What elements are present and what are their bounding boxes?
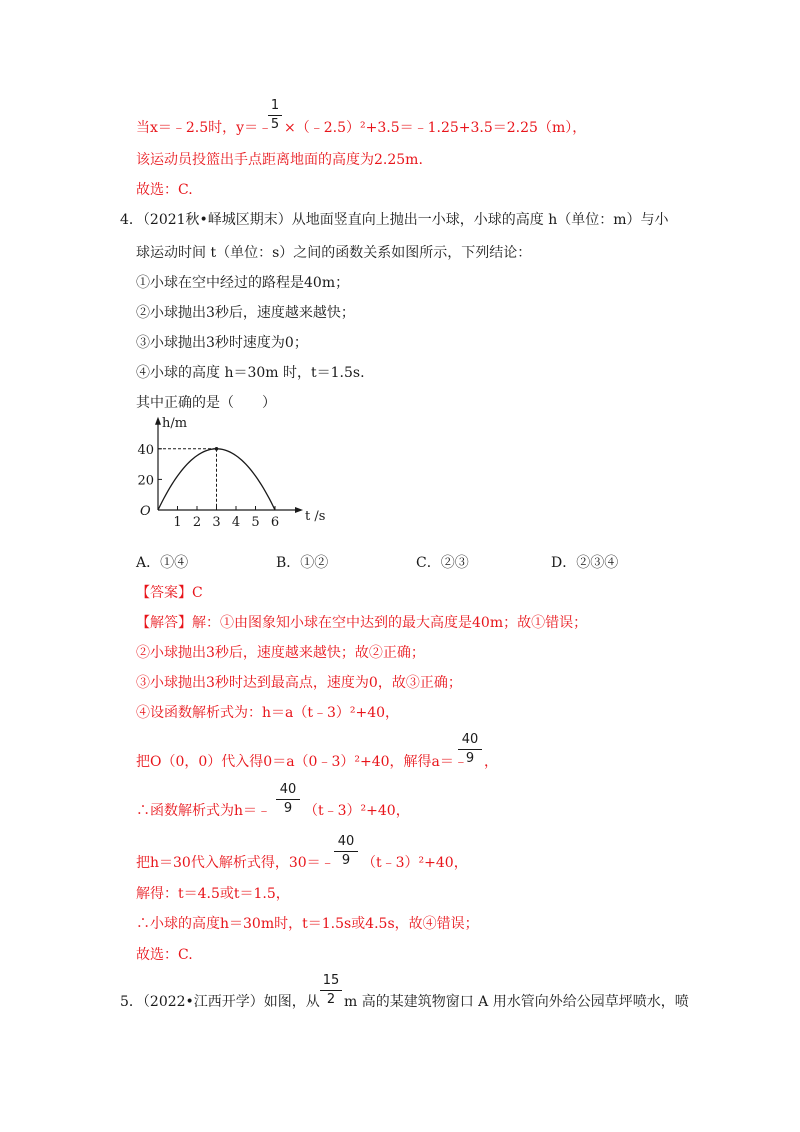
analysis-line-5-post: ， xyxy=(484,754,498,770)
x-tick-label: 1 xyxy=(173,515,182,530)
analysis-line-10: 故选：C. xyxy=(136,947,193,963)
q5-stem-pre: 5．（2022•江西开学）如图，从 xyxy=(120,994,320,1010)
q4-prompt: 其中正确的是（ ） xyxy=(136,395,276,411)
q4-stem-line-2: 球运动时间 t（单位：s）之间的函数关系如图所示，下列结论： xyxy=(136,245,532,261)
answer-line: 【答案】C xyxy=(136,585,203,601)
vertex-point xyxy=(215,447,219,451)
x-tick-label: 5 xyxy=(251,515,260,530)
fraction-40-9-b xyxy=(276,782,300,817)
fraction-bar xyxy=(334,851,358,852)
analysis-line-6-post: （t﹣3）²+40， xyxy=(304,803,410,819)
analysis-line-2: ②小球抛出3秒后，速度越来越快；故②正确； xyxy=(136,645,425,661)
option-a: A．①④ xyxy=(136,555,189,571)
fraction-denominator: 9 xyxy=(341,853,351,868)
fraction-40-9-c xyxy=(334,834,358,869)
fraction-denominator: 5 xyxy=(270,117,280,132)
y-axis-arrow xyxy=(155,417,161,425)
vertex-guide-lines xyxy=(158,447,218,510)
fraction-15-2 xyxy=(320,973,342,1008)
fraction-denominator: 9 xyxy=(465,751,475,766)
fraction-denominator: 2 xyxy=(326,992,336,1007)
analysis-line-8: 解得：t＝4.5或t＝1.5， xyxy=(136,886,290,902)
fraction-bar xyxy=(458,749,482,750)
y-tick-label: 40 xyxy=(137,442,154,458)
y-tick-label: 20 xyxy=(137,473,154,489)
solution-line-2: 该运动员投篮出手点距离地面的高度为2.25m. xyxy=(136,152,423,168)
analysis-line-7-post: （t﹣3）²+40， xyxy=(362,855,468,871)
x-tick-label: 4 xyxy=(231,515,241,530)
solution-line-1-post: ×（﹣2.5）²+3.5＝﹣1.25+3.5＝2.25（m）， xyxy=(284,120,587,136)
fraction-numerator: 40 xyxy=(461,732,479,747)
height-time-graph xyxy=(136,410,326,530)
fraction-numerator: 1 xyxy=(270,98,280,113)
analysis-line-1: 【解答】解：①由图象知小球在空中达到的最大高度是40m；故①错误； xyxy=(136,615,588,631)
origin-label: O xyxy=(140,504,151,519)
option-b: B．①② xyxy=(276,555,329,571)
q4-statement-2: ②小球抛出3秒后，速度越来越快； xyxy=(136,305,355,321)
y-axis-label: h/m xyxy=(162,415,188,431)
fraction-denominator: 9 xyxy=(283,801,293,816)
analysis-line-3: ③小球抛出3秒时达到最高点，速度为0，故③正确； xyxy=(136,675,462,691)
x-tick-label: 6 xyxy=(270,515,280,530)
fraction-numerator: 40 xyxy=(279,782,297,797)
option-c: C．②③ xyxy=(416,555,469,571)
analysis-line-7-pre: 把h＝30代入解析式得，30＝﹣ xyxy=(136,855,335,871)
q4-statement-3: ③小球抛出3秒时速度为0； xyxy=(136,335,308,351)
fraction-numerator: 40 xyxy=(337,834,355,849)
graph-ticks xyxy=(137,443,279,530)
analysis-line-5-pre: 把O（0，0）代入得0＝a（0﹣3）²+40，解得a＝﹣ xyxy=(136,754,468,770)
analysis-line-4: ④设函数解析式为：h＝a（t﹣3）²+40， xyxy=(136,705,400,721)
fraction-bar xyxy=(276,799,300,800)
fraction-bar xyxy=(320,990,342,991)
analysis-line-9: ∴小球的高度h＝30m时，t＝1.5s或4.5s，故④错误； xyxy=(136,916,479,932)
q5-stem-post: m 高的某建筑物窗口 A 用水管向外给公园草坪喷水，喷 xyxy=(344,994,689,1010)
graph-axes xyxy=(155,417,303,513)
q4-statement-4: ④小球的高度 h＝30m 时，t＝1.5s. xyxy=(136,365,365,381)
q4-stem-line-1: 4．（2021秋•峄城区期末）从地面竖直向上抛出一小球，小球的高度 h（单位：m）与小 xyxy=(120,212,669,228)
q4-statement-1: ①小球在空中经过的路程是40m； xyxy=(136,275,350,291)
fraction-numerator: 15 xyxy=(322,973,340,988)
analysis-line-6-pre: ∴函数解析式为h＝﹣ xyxy=(136,803,272,819)
x-tick-label: 3 xyxy=(212,515,221,530)
solution-line-1-pre: 当x＝﹣2.5时，y＝﹣ xyxy=(136,120,273,136)
x-tick-label: 2 xyxy=(192,515,202,530)
fraction-bar xyxy=(268,115,282,116)
x-axis-arrow xyxy=(295,507,303,513)
x-axis-label: t /s xyxy=(305,509,326,524)
solution-line-3: 故选：C. xyxy=(136,182,193,198)
option-d: D．②③④ xyxy=(551,555,619,571)
